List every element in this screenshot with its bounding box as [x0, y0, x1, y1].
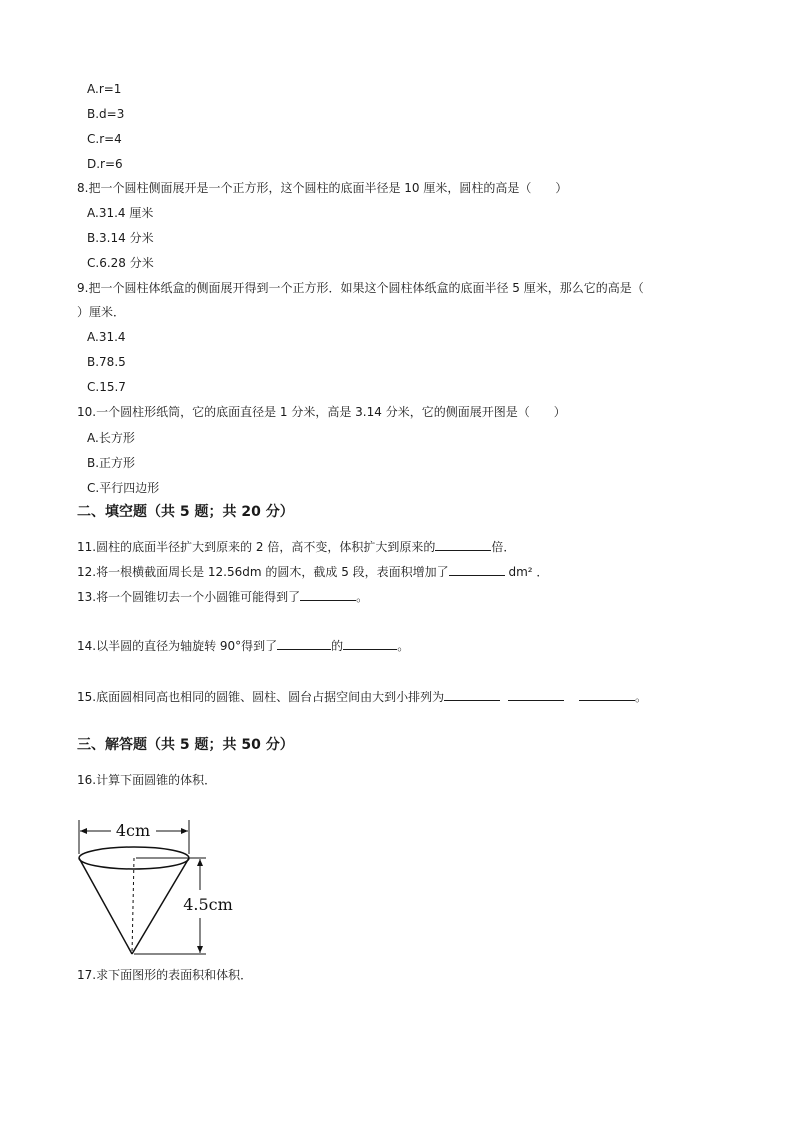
q17-stem: 17.求下面图形的表面积和体积． [77, 968, 253, 982]
q9-stem-line1: 9.把一个圆柱体纸盒的侧面展开得到一个正方形．如果这个圆柱体纸盒的底面半径 5 厘米，那么它的高是（ [77, 281, 644, 295]
q11 [77, 538, 515, 555]
q7-option-d: D.r=6 [87, 157, 123, 171]
cone-figure [76, 818, 246, 960]
q9-option-a: A.31.4 [87, 330, 126, 344]
q10-option-b: B.正方形 [87, 456, 136, 470]
q14 [77, 637, 409, 654]
q11-prefix: 11.圆柱的底面半径扩大到原来的 2 倍，高不变，体积扩大到原来的 [77, 540, 436, 554]
q12-suffix: dm² ． [504, 565, 549, 579]
q11-answer-blank[interactable] [435, 538, 491, 551]
q13-suffix: 。 [356, 590, 369, 604]
q15-suffix: 。 [635, 690, 648, 704]
q14-answer-blank-1[interactable] [277, 637, 331, 650]
q16-stem: 16.计算下面圆锥的体积． [77, 773, 217, 787]
diameter-arrow-right [181, 828, 188, 834]
cone-slant-right [132, 858, 189, 954]
q13-answer-blank[interactable] [300, 588, 356, 601]
q10-option-a: A.长方形 [87, 431, 135, 445]
q13 [77, 588, 368, 605]
q14-suffix: 。 [397, 639, 410, 653]
q7-option-b: B.d=3 [87, 107, 125, 121]
section-solve-title: 三、解答题（共 5 题；共 50 分） [77, 737, 294, 753]
q14-middle: 的 [331, 639, 344, 653]
q8-option-b: B.3.14 分米 [87, 231, 154, 245]
q14-prefix: 14.以半圆的直径为轴旋转 90°得到了 [77, 639, 278, 653]
q15 [77, 688, 647, 705]
height-arrow-top [197, 859, 203, 866]
q10-option-c: C.平行四边形 [87, 481, 160, 495]
q10-stem: 10.一个圆柱形纸筒，它的底面直径是 1 分米，高是 3.14 分米，它的侧面展开图是（ ） [77, 405, 566, 419]
q12-prefix: 12.将一根横截面周长是 12.56dm 的圆木，截成 5 段，表面积增加了 [77, 565, 449, 579]
q15-prefix: 15.底面圆相同高也相同的圆锥、圆柱、圆台占据空间由大到小排列为 [77, 690, 445, 704]
q8-option-a: A.31.4 厘米 [87, 206, 154, 220]
q8-stem: 8.把一个圆柱侧面展开是一个正方形，这个圆柱的底面半径是 10 厘米，圆柱的高是（ ） [77, 181, 568, 195]
q7-option-a: A.r=1 [87, 82, 122, 96]
q9-stem-line2: ）厘米． [77, 305, 126, 319]
height-arrow-bottom [197, 946, 203, 953]
cone-slant-left [79, 858, 132, 954]
q15-answer-blank-1[interactable] [444, 688, 500, 701]
q13-prefix: 13.将一个圆锥切去一个小圆锥可能得到了 [77, 590, 301, 604]
q12-answer-blank[interactable] [449, 563, 505, 576]
q15-answer-blank-2[interactable] [508, 688, 564, 701]
q12 [77, 563, 548, 580]
q15-answer-blank-3[interactable] [579, 688, 635, 701]
q7-option-c: C.r=4 [87, 132, 122, 146]
q9-option-b: B.78.5 [87, 355, 126, 369]
diameter-arrow-left [80, 828, 87, 834]
q14-answer-blank-2[interactable] [343, 637, 397, 650]
q11-suffix: 倍． [491, 540, 516, 554]
q9-option-c: C.15.7 [87, 380, 126, 394]
height-label: 4.5cm [183, 895, 233, 914]
q8-option-c: C.6.28 分米 [87, 256, 154, 270]
diameter-label: 4cm [115, 821, 151, 840]
section-fill-in-title: 二、填空题（共 5 题；共 20 分） [77, 504, 294, 520]
cone-height-dashed [132, 858, 134, 954]
